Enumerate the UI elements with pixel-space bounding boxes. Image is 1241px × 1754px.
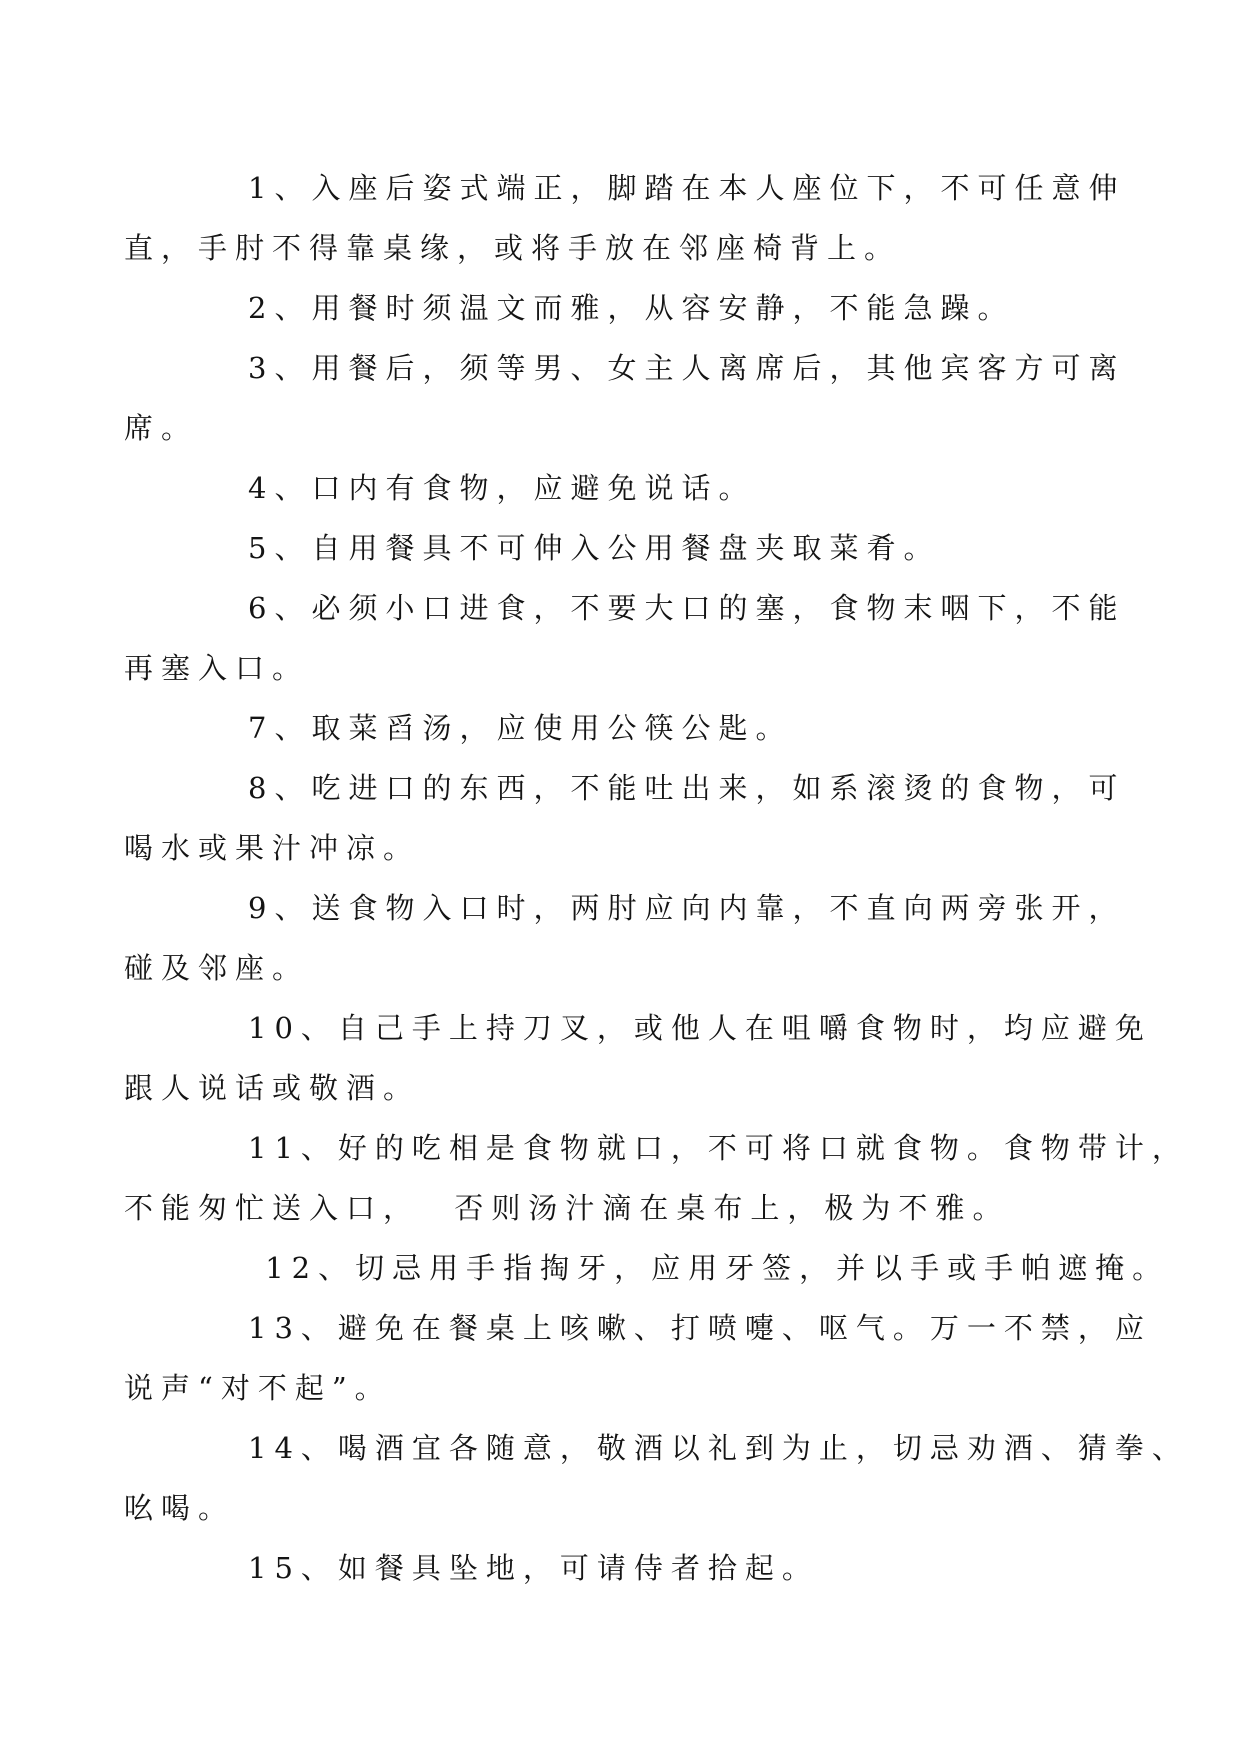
rule-6-line-2: 再塞入口。 [124, 651, 310, 685]
rule-paragraph-14 [124, 1418, 1189, 1538]
rule-3-line-1: 3、用餐后，须等男、女主人离席后，其他宾客方可离 [248, 351, 1126, 385]
rule-1-line-1: 1、入座后姿式端正，脚踏在本人座位下，不可任意伸 [248, 171, 1126, 205]
rule-paragraph-1 [124, 158, 1126, 278]
rule-paragraph-6 [124, 578, 1126, 698]
rule-14-line-1: 14、喝酒宜各随意，敬酒以礼到为止，切忌劝酒、猜拳、 [248, 1431, 1189, 1465]
rule-14-line-2: 吆喝。 [124, 1491, 236, 1525]
rule-paragraph-3 [124, 338, 1126, 458]
rule-6-line-1: 6、必须小口进食，不要大口的塞，食物末咽下，不能 [248, 591, 1126, 625]
rule-15-line-1: 15、如餐具坠地，可请侍者拾起。 [248, 1551, 819, 1585]
rule-4-line-1: 4、口内有食物，应避免说话。 [248, 471, 756, 505]
rule-paragraph-5 [186, 518, 1056, 578]
rule-13-line-1: 13、避免在餐桌上咳嗽、打喷嚏、呕气。万一不禁，应 [248, 1311, 1152, 1345]
rule-8-line-1: 8、吃进口的东西，不能吐出来，如系滚烫的食物，可 [248, 771, 1126, 805]
rule-10-line-1: 10、自己手上持刀叉，或他人在咀嚼食物时，均应避免 [248, 1011, 1152, 1045]
rule-paragraph-11 [124, 1118, 1189, 1238]
rule-2-line-1: 2、用餐时须温文而雅，从容安静，不能急躁。 [248, 291, 1015, 325]
rule-paragraph-15 [186, 1538, 1056, 1598]
rule-paragraph-12 [186, 1238, 1170, 1298]
rule-paragraph-2 [186, 278, 1056, 338]
rule-8-line-2: 喝水或果汁冲凉。 [124, 831, 421, 865]
rule-paragraph-4 [186, 458, 1056, 518]
rule-11-line-2: 不能匆忙送入口， 否则汤汁滴在桌布上，极为不雅。 [124, 1191, 1010, 1225]
rule-paragraph-8 [124, 758, 1126, 878]
rule-7-line-1: 7、取菜舀汤，应使用公筷公匙。 [248, 711, 793, 745]
document-body [124, 158, 1189, 1598]
rule-paragraph-9 [124, 878, 1126, 998]
rule-9-line-1: 9、送食物入口时，两肘应向内靠，不直向两旁张开， [248, 891, 1126, 925]
rule-9-line-2: 碰及邻座。 [124, 951, 310, 985]
rule-5-line-1: 5、自用餐具不可伸入公用餐盘夹取菜肴。 [248, 531, 941, 565]
rule-paragraph-7 [186, 698, 1056, 758]
rule-paragraph-10 [124, 998, 1152, 1118]
rule-1-line-2: 直，手肘不得靠桌缘，或将手放在邻座椅背上。 [124, 231, 902, 265]
rule-10-line-2: 跟人说话或敬酒。 [124, 1071, 421, 1105]
rule-paragraph-13 [124, 1298, 1152, 1418]
rule-12-line-1: 12、切忌用手指掏牙，应用牙签，并以手或手帕遮掩。 [248, 1251, 1170, 1285]
rule-3-line-2: 席。 [124, 411, 199, 445]
rule-13-line-2: 说声“对不起”。 [124, 1371, 392, 1405]
rule-11-line-1: 11、好的吃相是食物就口，不可将口就食物。食物带计， [248, 1131, 1189, 1165]
